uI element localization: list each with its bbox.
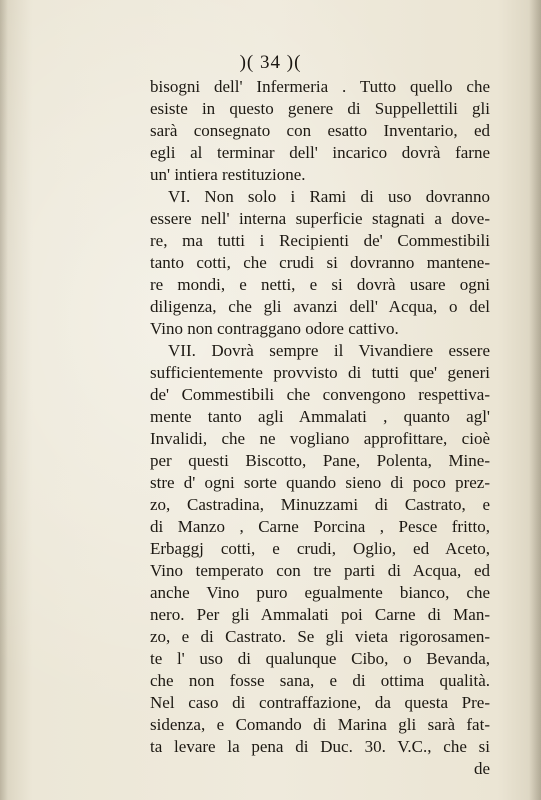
- text-line: nero. Per gli Ammalati poi Carne di Man-: [150, 605, 490, 624]
- text-line: sarà consegnato con esatto Inventario, ed: [150, 121, 490, 140]
- text-line: tanto cotti, che crudi si dovranno mantene-: [150, 253, 490, 272]
- text-line: Vino non contraggano odore cattivo.: [150, 319, 399, 338]
- text-line: re, ma tutti i Recipienti de' Commestibili: [150, 231, 490, 250]
- text-line: per questi Biscotto, Pane, Polenta, Mine-: [150, 451, 490, 470]
- text-line: mente tanto agli Ammalati , quanto agl': [150, 407, 490, 426]
- text-line: di Manzo , Carne Porcina , Pesce fritto,: [150, 517, 490, 536]
- text-line: sufficientemente provvisto di tutti que' generi: [150, 363, 490, 382]
- body-text: [150, 76, 490, 780]
- text-line: Nel caso di contraffazione, da questa Pre-: [150, 693, 490, 712]
- text-line: te l' uso di qualunque Cibo, o Bevanda,: [150, 649, 490, 668]
- text-line: bisogni dell' Infermeria . Tutto quello che: [150, 77, 490, 96]
- paragraph-vii-start: VII. Dovrà sempre il Vivandiere essere: [168, 341, 490, 360]
- text-line: Vino temperato con tre parti di Acqua, ed: [150, 561, 490, 580]
- page-shadow-right: [529, 0, 541, 800]
- paragraph-vi-start: VI. Non solo i Rami di uso dovranno: [168, 187, 490, 206]
- text-line: esiste in questo genere di Suppellettili gli: [150, 99, 490, 118]
- text-line: un' intiera restituzione.: [150, 165, 306, 184]
- text-line: zo, e di Castrato. Se gli vieta rigorosamen-: [150, 627, 490, 646]
- text-line: stre d' ogni sorte quando sieno di poco prez-: [150, 473, 490, 492]
- text-line: ta levare la pena di Duc. 30. V.C., che si: [150, 737, 490, 756]
- text-line: zo, Castradina, Minuzzami di Castrato, e: [150, 495, 490, 514]
- catchword: de: [473, 759, 490, 778]
- page-number: )( 34 )(: [239, 52, 302, 73]
- text-line: sidenza, e Comando di Marina gli sarà fat-: [150, 715, 490, 734]
- text-line: Invalidi, che ne vogliano approfittare, cioè: [150, 429, 490, 448]
- page-shadow-left: [0, 0, 8, 800]
- text-line: diligenza, che gli avanzi dell' Acqua, o del: [150, 297, 490, 316]
- text-line: re mondi, e netti, e si dovrà usare ogni: [150, 275, 490, 294]
- text-line: egli al terminar dell' incarico dovrà farne: [150, 143, 490, 162]
- text-line: Erbaggj cotti, e crudi, Oglio, ed Aceto,: [150, 539, 490, 558]
- text-line: de' Commestibili che convengono respettiva-: [150, 385, 490, 404]
- text-line: che non fosse sana, e di ottima qualità.: [150, 671, 490, 690]
- text-line: anche Vino puro egualmente bianco, che: [150, 583, 490, 602]
- text-line: essere nell' interna superficie stagnati a dove-: [150, 209, 490, 228]
